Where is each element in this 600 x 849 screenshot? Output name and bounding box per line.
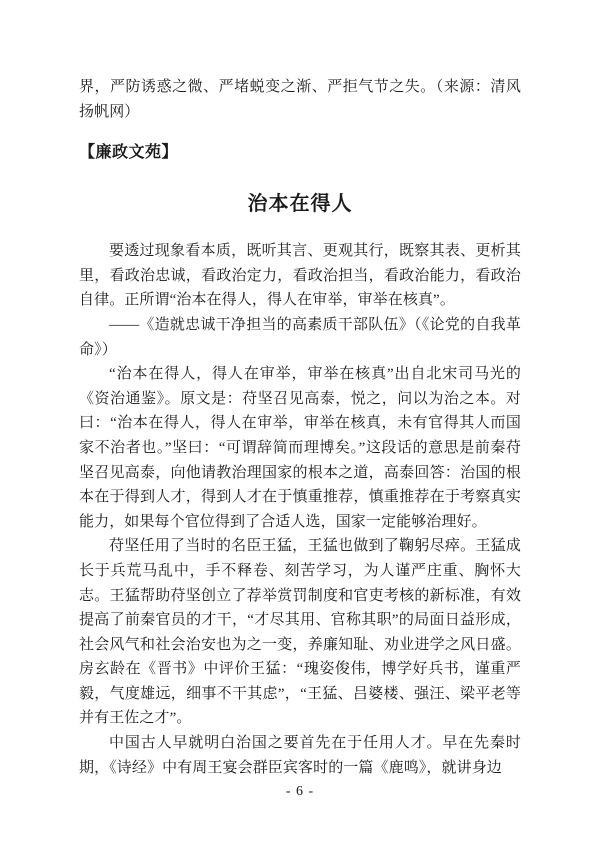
article-paragraph: 苻坚任用了当时的名臣王猛，王猛也做到了鞠躬尽瘁。王猛成长于兵荒马乱中，手不释卷、刻苦学习，为人谨严庄重、胸怀大志。王猛帮助苻坚创立了荐举赏罚制度和官吏考核的新标准，有效提高了前秦官员的才干，“才尽其用、官称其职”的局面日益形成，社会风气和社会治安也为之一变，养廉知耻、劝业进学之风日盛。房玄龄在《晋书》中评价王猛：“瑰姿俊伟，博学好兵书，谨重严毅，气度雄远，细事不干其虑”，“王猛、吕婆楼、强汪、梁平老等并有王佐之才”。 bbox=[79, 538, 521, 727]
page-content bbox=[79, 75, 521, 780]
article-paragraph: 要透过现象看本质，既听其言、更观其行，既察其表、更析其里，看政治忠诚，看政治定力，看政治担当，看政治能力，看政治自律。正所谓“治本在得人，得人在审举，审举在核真”。 bbox=[79, 243, 521, 309]
article-paragraph: 中国古人早就明白治国之要首先在于任用人才。早在先秦时期，《诗经》中有周王宴会群臣宾客时的一篇《鹿鸣》，就讲身边 bbox=[79, 735, 521, 776]
article-title: 治本在得人 bbox=[247, 193, 353, 216]
page-number: - 6 - bbox=[285, 784, 315, 799]
section-header: 【廉政文苑】 bbox=[79, 144, 179, 162]
article-attribution-paragraph: ——《造就忠诚干净担当的高素质干部队伍》（《论党的自我革命》） bbox=[79, 316, 521, 358]
continuation-paragraph: 界，严防诱惑之微、严堵蜕变之渐、严拒气节之失。（来源：清风扬帆网） bbox=[79, 79, 521, 120]
article-paragraph: “治本在得人，得人在审举，审举在核真”出自北宋司马光的《资治通鉴》。原文是：苻坚召见高泰，悦之，问以为治之本。对曰：“治本在得人，得人在审举，审举在核真，未有官得其人而国家不治者也。”坚曰：“可谓辞简而理博矣。”这段话的意思是前秦苻坚召见高泰，向他请教治理国家的根本之道，高泰回答：治国的根本在于得到人才，得到人才在于慎重推荐，慎重推荐在于考察真实能力，如果每个官位得到了合适人选，国家一定能够治理好。 bbox=[79, 366, 521, 530]
